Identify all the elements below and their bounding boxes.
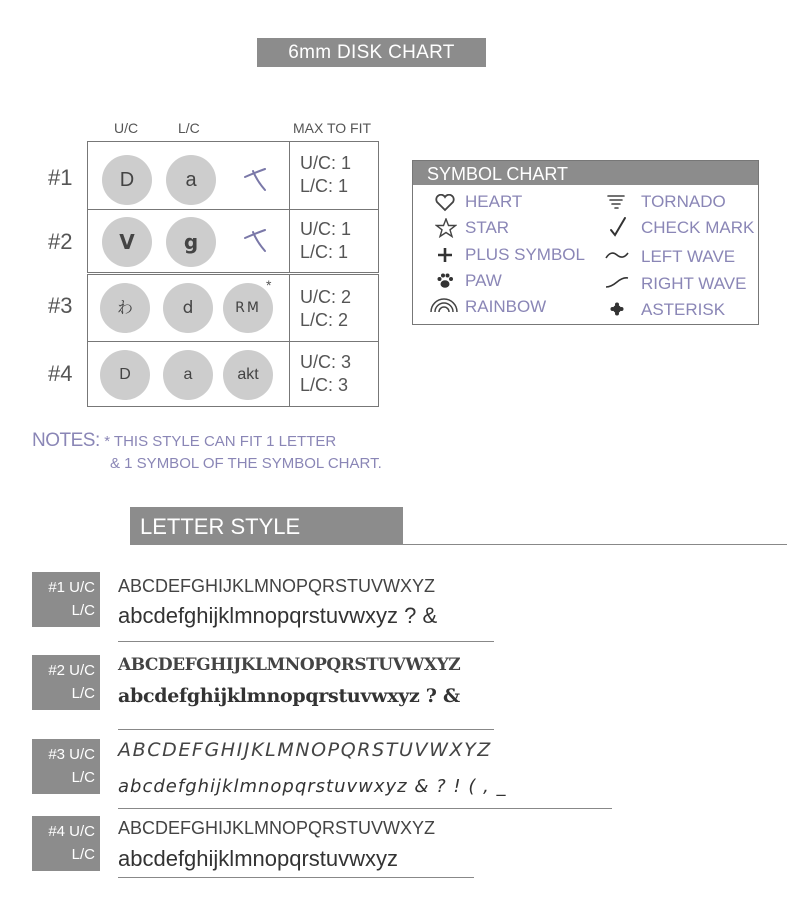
page-title: 6mm DISK CHART xyxy=(257,38,486,67)
symbol-heart-label: HEART xyxy=(465,192,523,211)
style2-lowercase: abcdefghijklmnopqrstuvwxyz ? & xyxy=(118,685,460,707)
style1-tag xyxy=(32,572,100,627)
symbol-plus-label: PLUS SYMBOL xyxy=(465,245,585,264)
row1-symbol-x-icon xyxy=(240,165,270,195)
symbol-paw-label: PAW xyxy=(465,271,502,290)
style4-tag-lc: L/C xyxy=(71,846,95,863)
style2-tag-lc: L/C xyxy=(71,685,95,702)
style1-tag-lc: L/C xyxy=(71,602,95,619)
row4-max-uc: U/C: 3 xyxy=(300,352,352,372)
rainbow-icon xyxy=(429,297,459,313)
row4-label: #4 xyxy=(48,361,73,386)
row2-max-fit xyxy=(300,218,351,264)
plus-icon xyxy=(436,246,454,264)
row4-max-fit xyxy=(300,351,351,397)
row2-max-uc: U/C: 1 xyxy=(300,219,352,239)
style2-underline xyxy=(118,729,494,730)
notes-line1: * THIS STYLE CAN FIT 1 LETTER xyxy=(104,433,337,450)
style4-underline xyxy=(118,877,474,878)
uc-column-header: U/C xyxy=(114,120,139,136)
symbol-check-mark-label: CHECK MARK xyxy=(641,218,755,237)
check-mark-icon xyxy=(609,216,627,238)
style3-lowercase: abcdefghijklmnopqrstuvwxyz & ? ! ( , _ xyxy=(118,776,507,797)
style4-uppercase: ABCDEFGHIJKLMNOPQRSTUVWXYZ xyxy=(118,818,436,838)
left-wave-icon xyxy=(604,248,630,262)
notes-line2: & 1 SYMBOL OF THE SYMBOL CHART. xyxy=(110,455,382,472)
row1-label: #1 xyxy=(48,165,73,190)
symbol-asterisk-label: ASTERISK xyxy=(641,300,726,319)
row1-lc-disk: a xyxy=(166,155,216,205)
style3-uppercase: ABCDEFGHIJKLMNOPQRSTUVWXYZ xyxy=(118,739,492,761)
star-icon xyxy=(435,218,457,238)
row3-max-lc: L/C: 2 xyxy=(300,310,349,330)
style3-underline xyxy=(118,808,612,809)
row4-lc-disk: a xyxy=(163,350,213,400)
style2-tag-uc: #2 U/C xyxy=(48,662,95,679)
row3-lc-disk: d xyxy=(163,283,213,333)
notes xyxy=(32,430,336,452)
row3-label: #3 xyxy=(48,293,73,318)
row1-max-fit xyxy=(300,152,351,198)
row4-three-letter-disk: akt xyxy=(223,350,273,400)
row2-lc-disk: g xyxy=(166,217,216,267)
asterisk-icon xyxy=(610,302,624,316)
symbol-left-wave-label: LEFT WAVE xyxy=(641,247,736,266)
row1-max-lc: L/C: 1 xyxy=(300,176,349,196)
row1-uc-disk: D xyxy=(102,155,152,205)
lc-column-header: L/C xyxy=(178,120,200,136)
style3-tag-lc: L/C xyxy=(71,769,95,786)
style1-underline xyxy=(118,641,494,642)
right-wave-icon xyxy=(604,275,630,289)
style1-lowercase: abcdefghijklmnopqrstuvwxyz ? & xyxy=(118,603,438,628)
symbol-star-label: STAR xyxy=(465,218,510,237)
row4-uc-disk: D xyxy=(100,350,150,400)
style4-lowercase: abcdefghijklmnopqrstuvwxyz xyxy=(118,846,399,871)
style4-tag xyxy=(32,816,100,871)
symbol-tornado-label: TORNADO xyxy=(641,192,726,211)
row3-monogram-disk: RM xyxy=(223,283,273,333)
style3-tag-uc: #3 U/C xyxy=(48,746,95,763)
row2-symbol-x-icon xyxy=(240,226,270,256)
style2-tag xyxy=(32,655,100,710)
paw-icon xyxy=(436,272,454,290)
symbol-chart xyxy=(412,160,759,325)
symbol-right-wave-label: RIGHT WAVE xyxy=(641,274,747,293)
heart-icon xyxy=(435,194,455,212)
style1-tag-uc: #1 U/C xyxy=(48,579,95,596)
row3-uc-disk: わ xyxy=(100,283,150,333)
max-column-header: MAX TO FIT xyxy=(293,120,372,136)
row3-max-fit xyxy=(300,286,351,332)
row2-max-lc: L/C: 1 xyxy=(300,242,349,262)
symbol-chart-title: SYMBOL CHART xyxy=(413,161,758,185)
row2-label: #2 xyxy=(48,229,73,254)
style2-uppercase: ABCDEFGHIJKLMNOPQRSTUVWXYZ xyxy=(118,655,461,675)
notes-label: NOTES: xyxy=(32,430,100,451)
style1-uppercase: ABCDEFGHIJKLMNOPQRSTUVWXYZ xyxy=(118,576,436,596)
style3-tag xyxy=(32,739,100,794)
row3-asterisk-note: * xyxy=(266,277,272,293)
notes-continued xyxy=(110,455,382,473)
row1-max-uc: U/C: 1 xyxy=(300,153,352,173)
row4-max-lc: L/C: 3 xyxy=(300,375,349,395)
tornado-icon xyxy=(606,193,626,211)
row2-uc-disk: V xyxy=(102,217,152,267)
row3-max-uc: U/C: 2 xyxy=(300,287,352,307)
letter-style-options-title: LETTER STYLE OPTIONS xyxy=(130,507,403,545)
style4-tag-uc: #4 U/C xyxy=(48,823,95,840)
section-divider xyxy=(403,544,787,545)
symbol-rainbow-label: RAINBOW xyxy=(465,297,547,316)
